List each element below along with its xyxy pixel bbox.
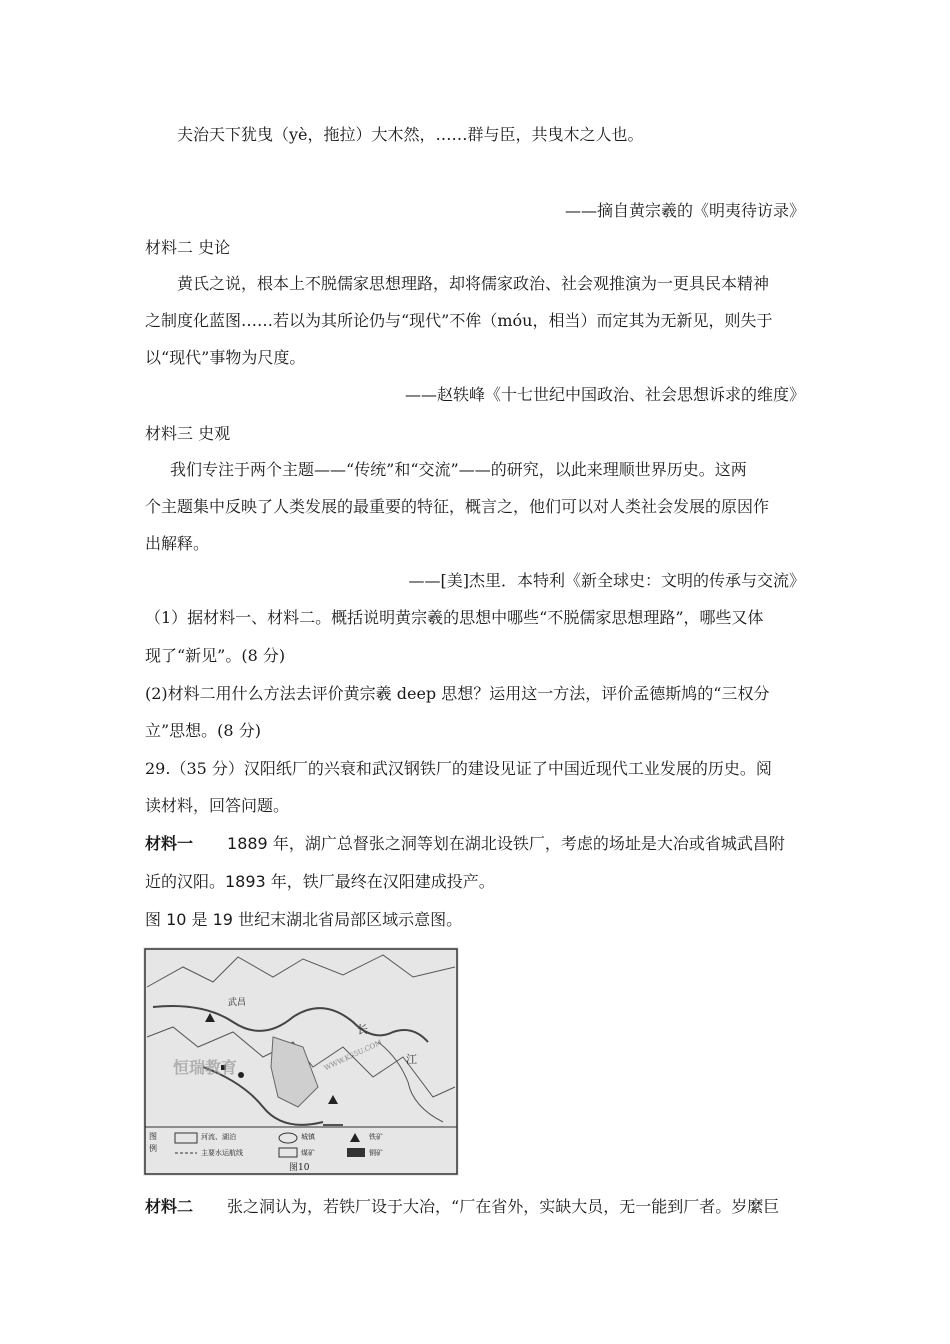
question-1: （1）据材料一、材料二。概括说明黄宗羲的思想中哪些“不脱儒家思想理路”，哪些又体 (145, 608, 764, 627)
legend-item-town: 城镇 (301, 1133, 315, 1141)
question-2: (2)材料二用什么方法去评价黄宗羲 deep 思想？运用这一方法，评价孟德斯鸠的“三权分 (145, 684, 770, 703)
city-label: 武昌 (228, 998, 247, 1008)
paragraph-line: 黄氏之说，根本上不脱儒家思想理路，却将儒家政治、社会观推演为一更具民本精神 (177, 274, 770, 293)
legend-item-coal: 煤矿 (301, 1149, 315, 1157)
question-29: 29.（35 分）汉阳纸厂的兴衰和武汉钢铁厂的建设见证了中国近现代工业发展的历史。阅 (145, 759, 772, 778)
legend-title: 图例 (149, 1132, 157, 1153)
material-two-text: 张之洞认为，若铁厂设于大冶，“厂在省外，实缺大员，无一能到厂者。岁縻巨 (227, 1197, 780, 1216)
question-1-cont: 现了“新见”。(8 分) (145, 646, 286, 665)
material-two-label: 材料二 (145, 1197, 194, 1216)
river-label-jiang: 江 (406, 1053, 417, 1066)
figure-caption: 图10 (289, 1163, 310, 1173)
material-one-label: 材料一 (145, 834, 194, 853)
material-one-paragraph (145, 834, 785, 854)
material-two-paragraph (145, 1197, 779, 1217)
material-one-quote: 夫治天下犹曳（yè，拖拉）大木然，……群与臣，共曳木之人也。 (177, 125, 644, 144)
figure-intro: 图 10 是 19 世纪末湖北省局部区域示意图。 (145, 910, 463, 929)
material-three-heading: 材料三 史观 (145, 424, 231, 443)
legend-item-copper: 铜矿 (369, 1149, 383, 1157)
question-29-cont: 读材料，回答问题。 (145, 796, 290, 815)
source-citation-2: ——赵轶峰《十七世纪中国政治、社会思想诉求的维度》 (404, 385, 805, 404)
watermark-url: WWW.KS5U.COM (323, 1038, 384, 1073)
legend-item-river: 河流、湖泊 (201, 1133, 236, 1141)
paragraph-line: 以“现代”事物为尺度。 (145, 348, 306, 367)
paragraph-line: 我们专注于两个主题——“传统”和“交流”——的研究，以此来理顺世界历史。这两 (170, 460, 747, 479)
source-citation-3: ——[美]杰里．本特利《新全球史：文明的传承与交流》 (408, 571, 805, 590)
material-one-text: 1889 年，湖广总督张之洞等划在湖北设铁厂，考虑的场址是大冶或省城武昌附 (227, 834, 785, 853)
legend-item-waterway: 主要水运航线 (201, 1149, 243, 1157)
river-label-chang: 长 (357, 1023, 368, 1036)
source-citation-1: ——摘自黄宗羲的《明夷待访录》 (564, 201, 805, 220)
paragraph-line: 之制度化蓝图……若以为其所论仍与“现代”不侔（móu，相当）而定其为无新见，则失于 (145, 311, 773, 330)
watermark-logo: 恒瑞教育 (173, 1058, 238, 1077)
paragraph-line: 出解释。 (145, 534, 210, 553)
paragraph-line: 近的汉阳。1893 年，铁厂最终在汉阳建成投产。 (145, 872, 495, 891)
map-figure (143, 947, 459, 1176)
material-two-heading: 材料二 史论 (145, 238, 231, 257)
question-2-cont: 立”思想。(8 分) (145, 721, 261, 740)
paragraph-line: 个主题集中反映了人类发展的最重要的特征，概言之，他们可以对人类社会发展的原因作 (145, 497, 770, 516)
legend-item-iron: 铁矿 (369, 1133, 383, 1141)
